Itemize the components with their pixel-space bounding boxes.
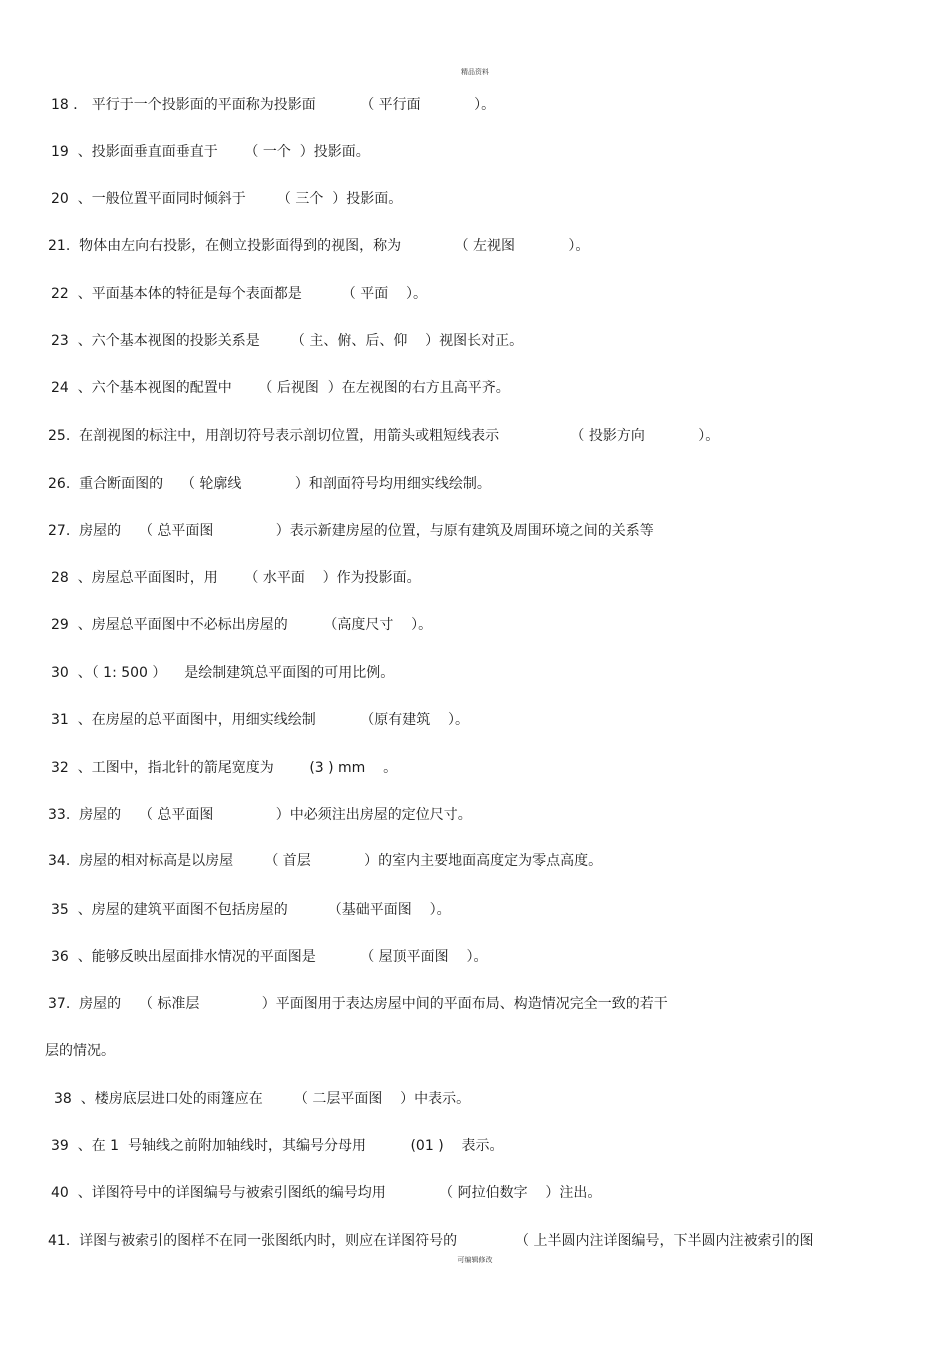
question-line-18: 18 ． 平行于一个投影面的平面称为投影面 （ 平行面 ）。 bbox=[51, 97, 496, 113]
question-line-27: 27. 房屋的 （ 总平面图 ）表示新建房屋的位置，与原有建筑及周围环境之间的关系等 bbox=[48, 523, 654, 539]
question-line-20: 20 、一般位置平面同时倾斜于 （ 三个 ）投影面。 bbox=[51, 191, 403, 207]
question-line-35: 35 、房屋的建筑平面图不包括房屋的 （基础平面图 ）。 bbox=[51, 902, 451, 918]
question-line-30: 30 、（ 1: 500 ） 是绘制建筑总平面图的可用比例。 bbox=[51, 665, 395, 681]
question-line-36: 36 、能够反映出屋面排水情况的平面图是 （ 屋顶平面图 ）。 bbox=[51, 949, 488, 965]
question-line-40: 40 、详图符号中的详图编号与被索引图纸的编号均用 （ 阿拉伯数字 ）注出。 bbox=[51, 1185, 602, 1201]
question-line-21: 21. 物体由左向右投影，在侧立投影面得到的视图，称为 （ 左视图 ）。 bbox=[48, 238, 590, 254]
question-line-25: 25. 在剖视图的标注中，用剖切符号表示剖切位置，用箭头或粗短线表示 （ 投影方向 ）。 bbox=[48, 428, 720, 444]
page-footer-mark: 可编辑修改 bbox=[457, 1256, 493, 1264]
question-line-19: 19 、投影面垂直面垂直于 （ 一个 ）投影面。 bbox=[51, 144, 370, 160]
question-line-29: 29 、房屋总平面图中不必标出房屋的 （高度尺寸 ）。 bbox=[51, 617, 433, 633]
question-line-38: 38 、楼房底层进口处的雨篷应在 （ 二层平面图 ）中表示。 bbox=[54, 1091, 471, 1107]
question-line-31: 31 、在房屋的总平面图中，用细实线绘制 （原有建筑 ）。 bbox=[51, 712, 470, 728]
question-line-39: 39 、在 1 号轴线之前附加轴线时，其编号分母用 (01 ) 表示。 bbox=[51, 1138, 504, 1154]
question-line-37-continued: 层的情况。 bbox=[45, 1043, 115, 1059]
question-line-26: 26. 重合断面图的 （ 轮廓线 ）和剖面符号均用细实线绘制。 bbox=[48, 476, 491, 492]
question-line-32: 32 、工图中，指北针的箭尾宽度为 (3 ) mm 。 bbox=[51, 760, 398, 776]
question-line-28: 28 、房屋总平面图时，用 （ 水平面 ）作为投影面。 bbox=[51, 570, 421, 586]
question-line-23: 23 、六个基本视图的投影关系是 （ 主、俯、后、仰 ）视图长对正。 bbox=[51, 333, 524, 349]
question-line-24: 24 、六个基本视图的配置中 （ 后视图 ）在左视图的右方且高平齐。 bbox=[51, 380, 510, 396]
page-header-mark: 精品资料 bbox=[461, 68, 489, 76]
question-line-33: 33. 房屋的 （ 总平面图 ）中必须注出房屋的定位尺寸。 bbox=[48, 807, 472, 823]
question-line-22: 22 、平面基本体的特征是每个表面都是 （ 平面 ）。 bbox=[51, 286, 428, 302]
question-line-41: 41. 详图与被索引的图样不在同一张图纸内时，则应在详图符号的 （ 上半圆内注详图编号，下半圆内注被索引的图 bbox=[48, 1233, 814, 1249]
question-line-37: 37. 房屋的 （ 标准层 ）平面图用于表达房屋中间的平面布局、构造情况完全一致的若干 bbox=[48, 996, 668, 1012]
question-line-34: 34. 房屋的相对标高是以房屋 （ 首层 ）的室内主要地面高度定为零点高度。 bbox=[48, 853, 603, 869]
